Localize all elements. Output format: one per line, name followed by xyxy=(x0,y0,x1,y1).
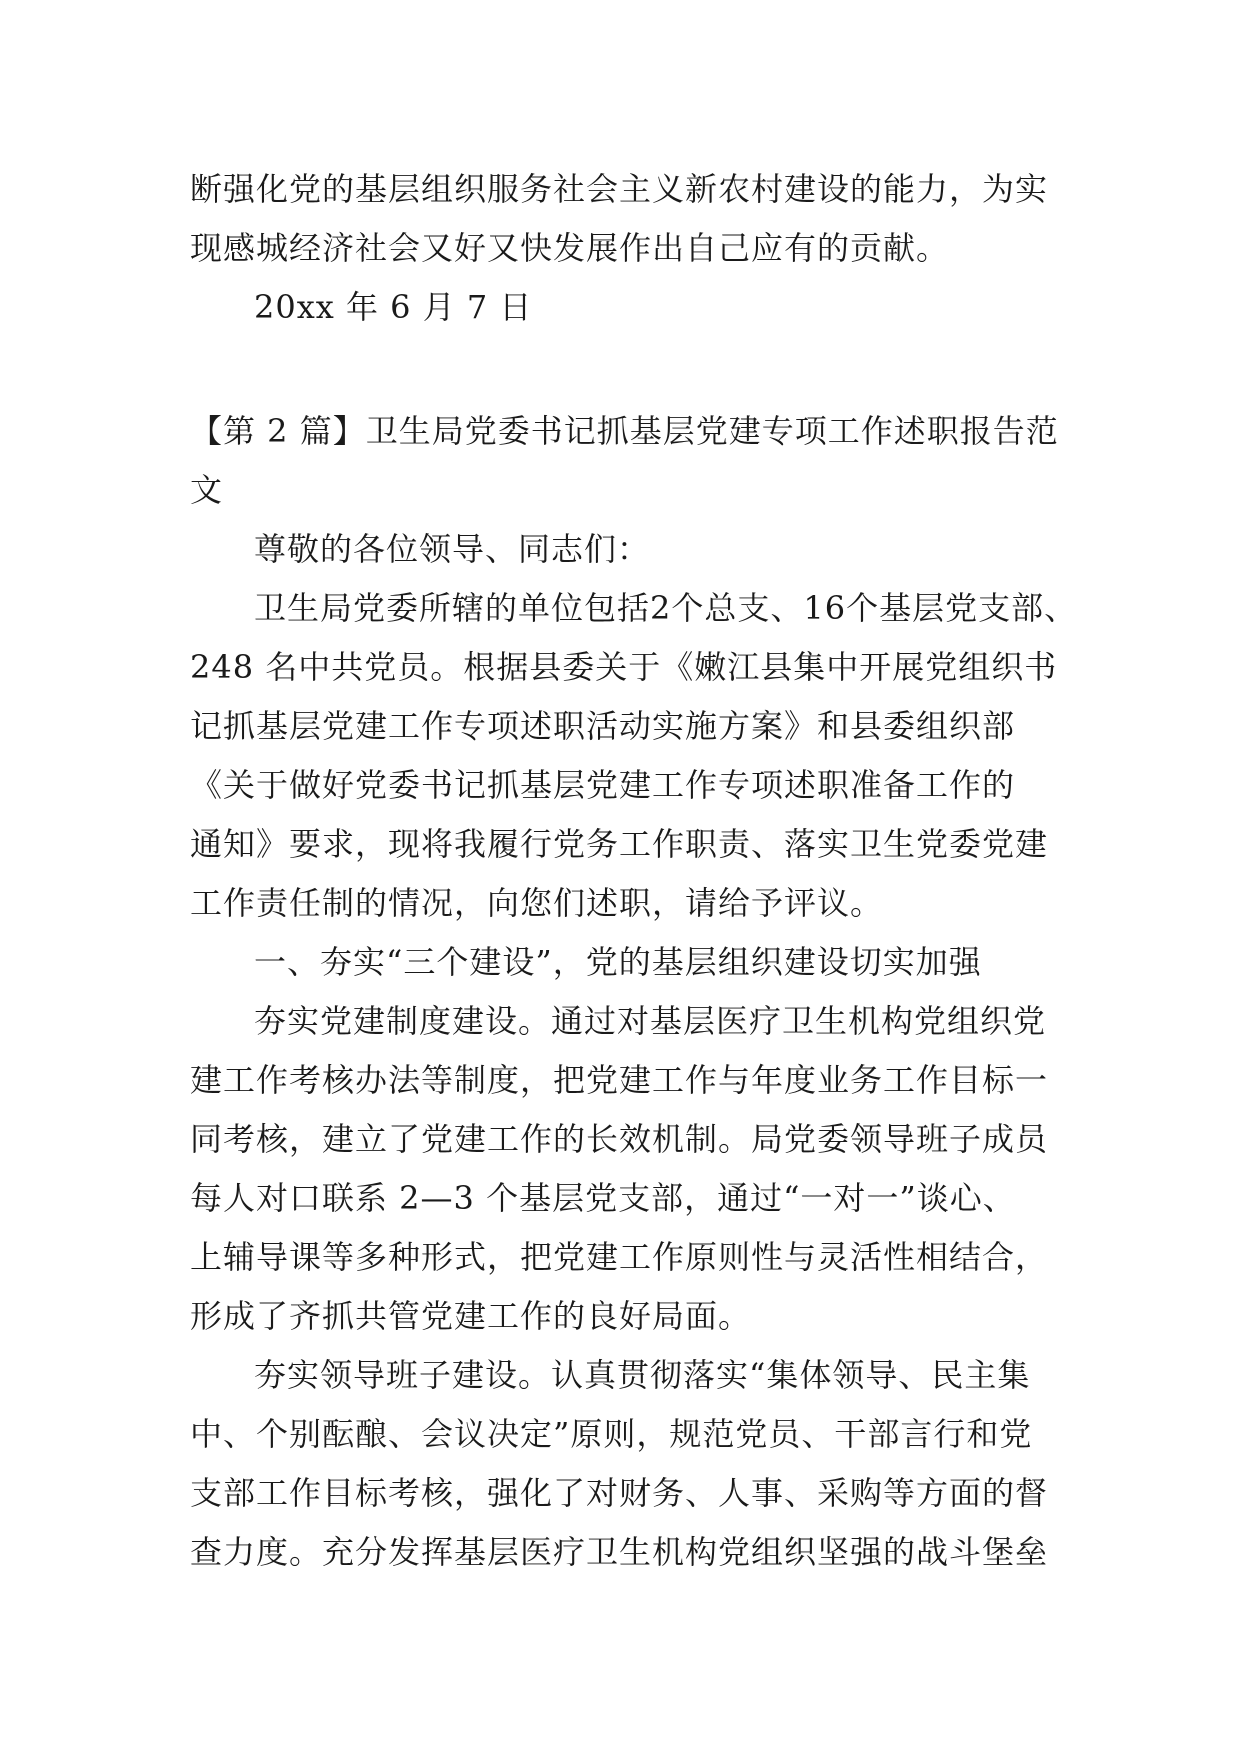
paragraph-line: 中、个别酝酿、会议决定”原则，规范党员、干部言行和党 xyxy=(190,1415,1033,1453)
paragraph-line: 形成了齐抓共管党建工作的良好局面。 xyxy=(190,1297,752,1335)
paragraph-line: 查力度。充分发挥基层医疗卫生机构党组织坚强的战斗堡垒 xyxy=(190,1533,1049,1571)
paragraph-line: 建工作考核办法等制度，把党建工作与年度业务工作目标一 xyxy=(190,1061,1049,1099)
paragraph-line: 夯实党建制度建设。通过对基层医疗卫生机构党组织党 xyxy=(254,1002,1047,1040)
paragraph-line: 工作责任制的情况，向您们述职，请给予评议。 xyxy=(190,884,884,922)
salutation: 尊敬的各位领导、同志们： xyxy=(254,530,651,568)
paragraph-line: 每人对口联系 2—3 个基层党支部，通过“一对一”谈心、 xyxy=(190,1179,1016,1217)
paragraph-line: 《关于做好党委书记抓基层党建工作专项述职准备工作的 xyxy=(190,766,1016,804)
article-title-line: 文 xyxy=(190,471,224,509)
paragraph-line: 夯实领导班子建设。认真贯彻落实“集体领导、民主集 xyxy=(254,1356,1031,1394)
paragraph-line: 上辅导课等多种形式，把党建工作原则性与灵活性相结合， xyxy=(190,1238,1049,1276)
paragraph-line: 248 名中共党员。根据县委关于《嫩江县集中开展党组织书 xyxy=(190,648,1058,686)
paragraph-line: 同考核，建立了党建工作的长效机制。局党委领导班子成员 xyxy=(190,1120,1049,1158)
paragraph-line: 记抓基层党建工作专项述职活动实施方案》和县委组织部 xyxy=(190,707,1016,745)
paragraph-line: 卫生局党委所辖的单位包括2个总支、16个基层党支部、 xyxy=(254,589,1078,627)
paragraph-line: 通知》要求，现将我履行党务工作职责、落实卫生党委党建 xyxy=(190,825,1049,863)
section-spacer xyxy=(190,337,1050,402)
text-line: 现感城经济社会又好又快发展作出自己应有的贡献。 xyxy=(190,229,950,267)
paragraph-line: 支部工作目标考核，强化了对财务、人事、采购等方面的督 xyxy=(190,1474,1049,1512)
report-date: 20xx 年 6 月 7 日 xyxy=(254,288,533,326)
document-body xyxy=(190,160,1078,1582)
article-title-line: 【第 2 篇】卫生局党委书记抓基层党建专项工作述职报告范 xyxy=(190,412,1059,450)
text-line: 断强化党的基层组织服务社会主义新农村建设的能力，为实 xyxy=(190,170,1049,208)
section-heading: 一、夯实“三个建设”，党的基层组织建设切实加强 xyxy=(254,943,982,981)
